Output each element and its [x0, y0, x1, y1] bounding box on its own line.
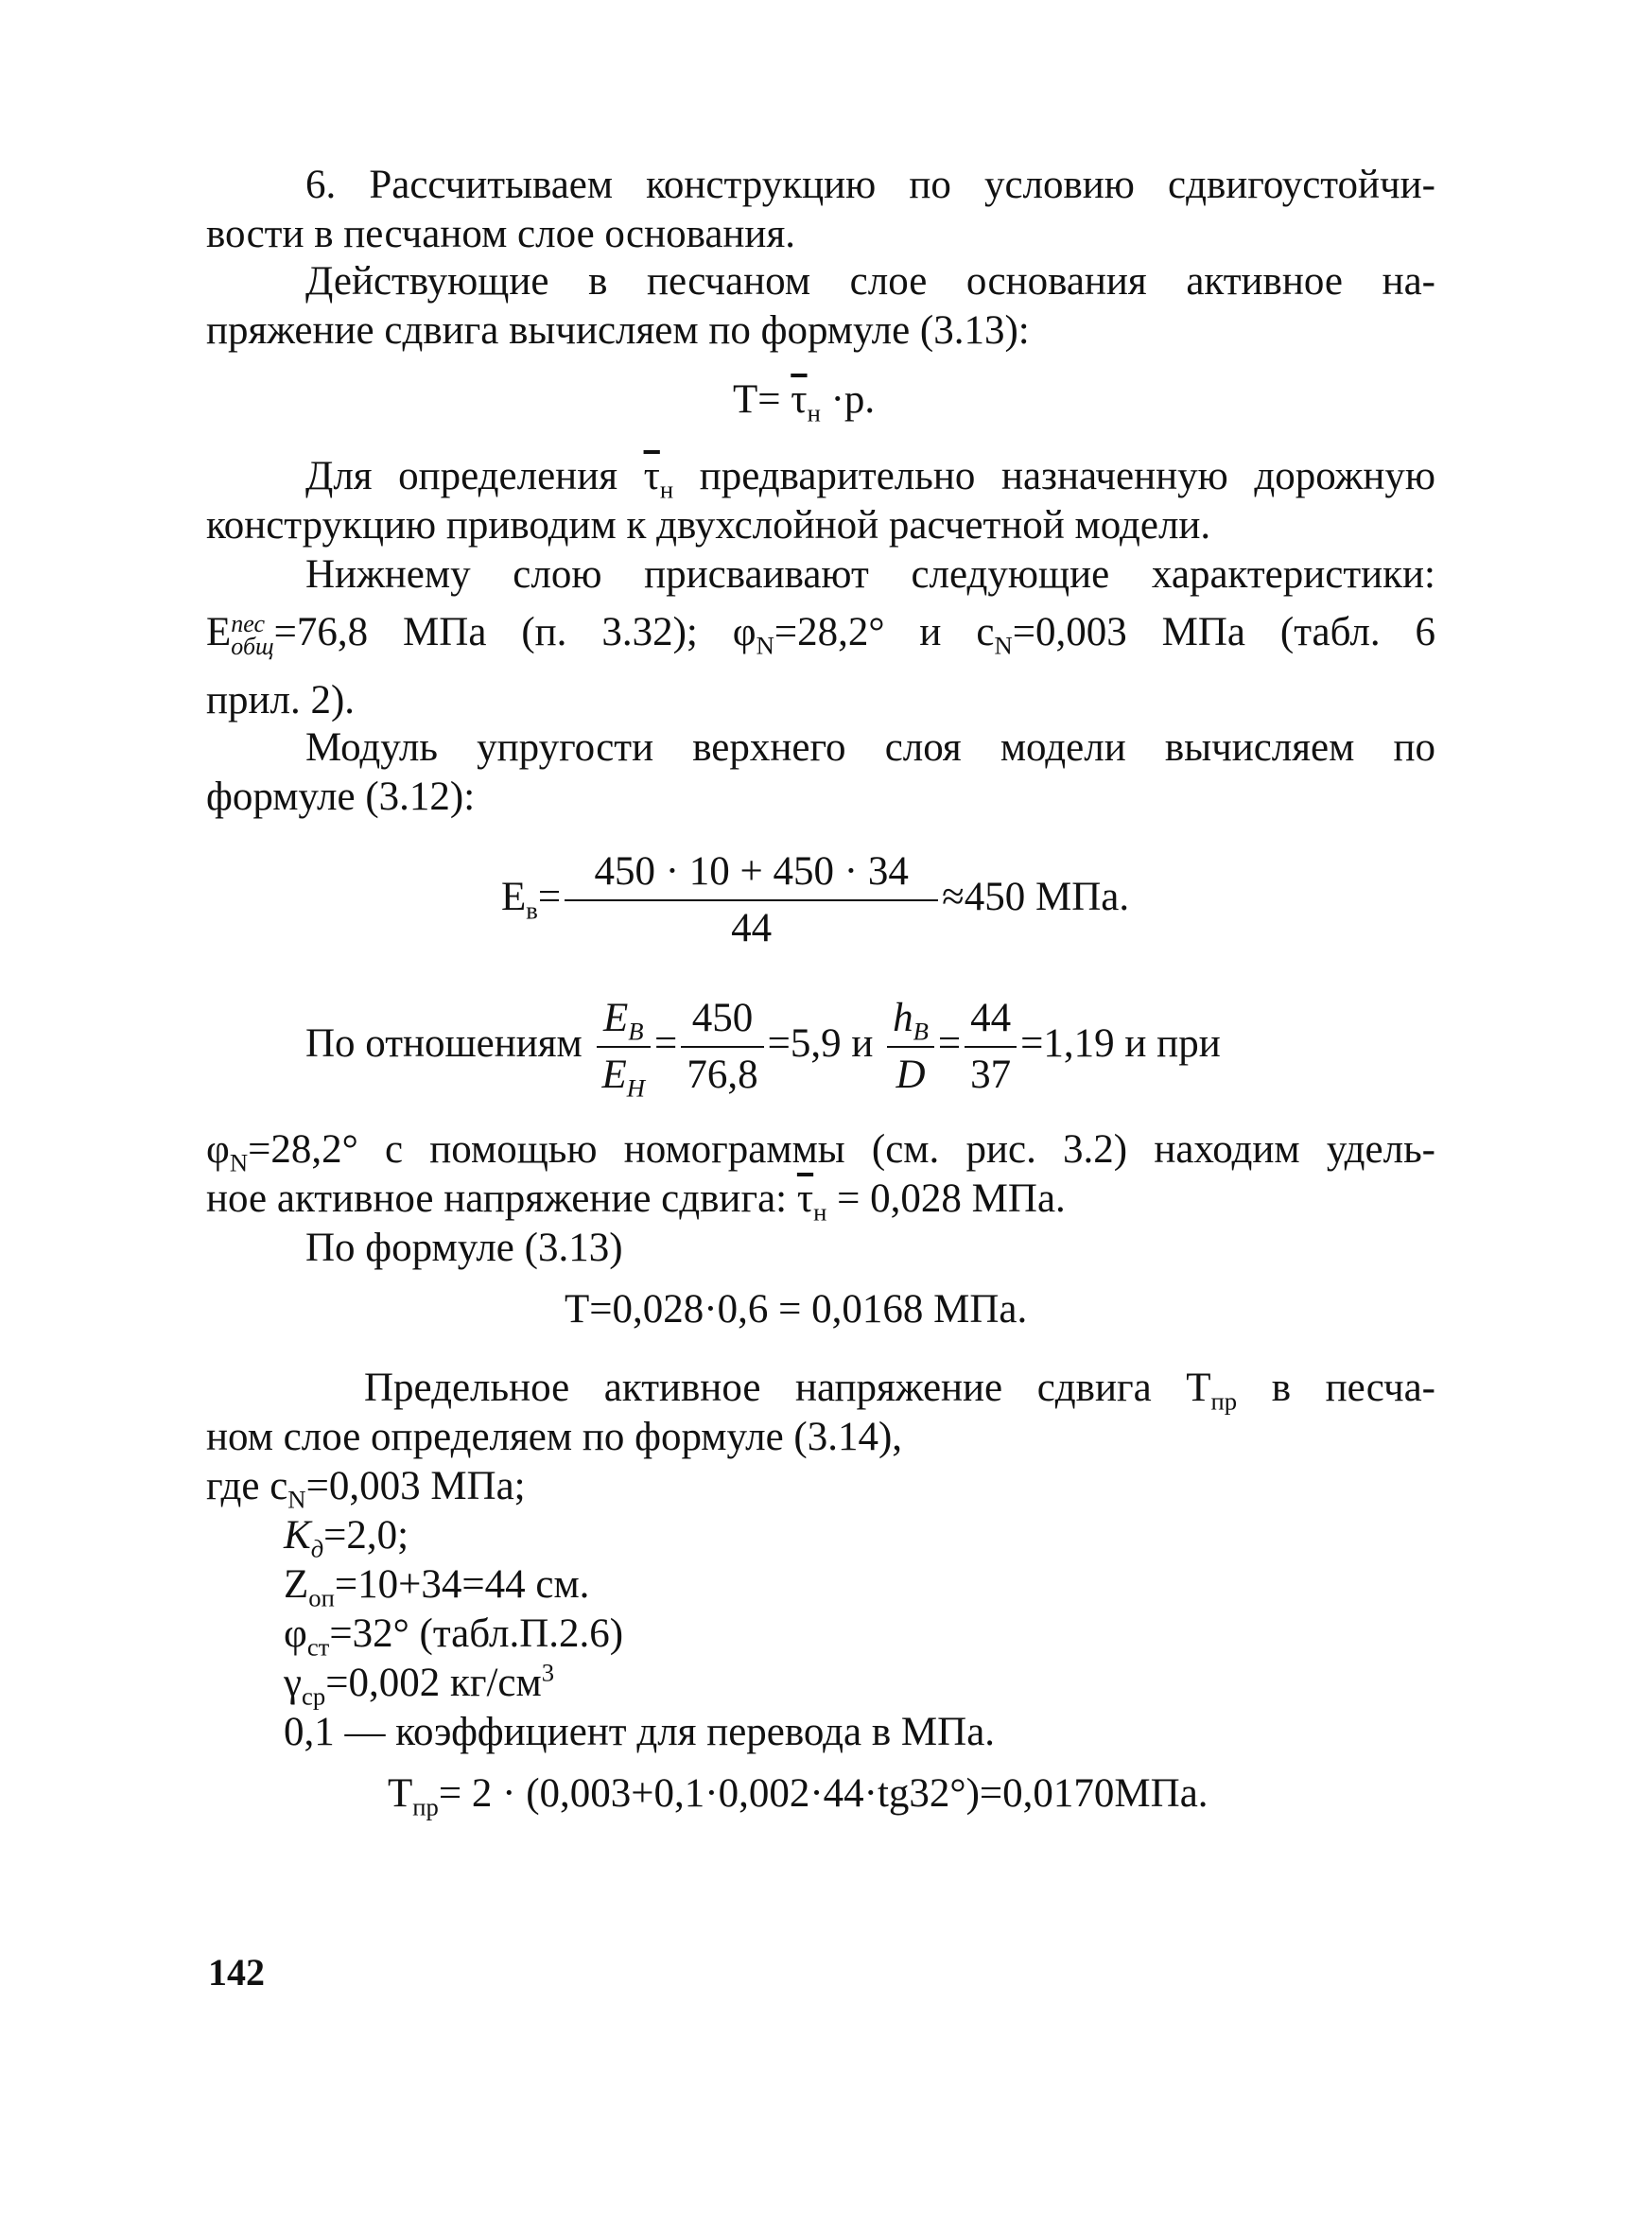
para-2-line-1: Действующие в песчаном слое основания активное на- [305, 259, 1435, 304]
para-5-line-1: Модуль упругости верхнего слоя модели вычисляем по [305, 725, 1435, 770]
para-3-line-1: Для определения $\overline{\tau}_н$ предварительно назначенную дорожную [305, 454, 1435, 504]
para-2-line-2: пряжение сдвига вычисляем по формуле (3.13): [206, 308, 1030, 353]
para-7: По формуле (3.13) [305, 1226, 623, 1270]
para-4-line-3: прил. 2). [206, 678, 356, 723]
para-1-line-2: вости в песчаном слое основания. [206, 212, 795, 256]
param-z: $Z_{оп}=10+34=44$ см. [284, 1562, 590, 1612]
page-number: 142 [208, 1951, 265, 1994]
para-8-line-2: ном слое определяем по формуле (3.14), [206, 1415, 903, 1459]
para-6-line-2: ное активное напряжение сдвига: $\overline{\tau}_н = 0,028$ МПа. [206, 1176, 1066, 1227]
param-c: где $с_N=0,003$ МПа; [206, 1464, 526, 1514]
para-1-line-1: 6. Рассчитываем конструкцию по условию сдвигоустойчи- [305, 163, 1435, 207]
param-phi: $\varphi_{ст}=32^\circ$ (табл.П.2.6) [284, 1611, 624, 1662]
param-gamma: $\gamma_{ср}=0,002$ $кг/см^3$ [284, 1658, 555, 1711]
formula-3-12: $E_в=$ $\frac{450 \cdot 10 + 450 \cdot 34}{44}$ ≈450 МПа. [501, 845, 1129, 956]
ratios-line: По отношениям $\frac{E_B}{E_H}$ = $\frac{450}{76,8}$ =5,9 и $\frac{h_B}{D}$ = $\frac{44}{37}$ =1,19 и при [305, 991, 1435, 1103]
formula-result-T: T=0,028·0,6 = 0,0168 МПа. [565, 1287, 1028, 1332]
para-6-line-1: $\varphi_N=28,2^\circ$ с помощью номограммы (см. рис. 3.2) находим удель- [206, 1127, 1435, 1177]
formula-3-14-result: $T_{пр}= 2 \cdot (0,003+0,1\cdot 0,002\cdot 44\cdot tg32^\circ)=0,0170МПа$. [388, 1771, 1209, 1821]
param-coef: 0,1 — коэффициент для перевода в МПа. [284, 1710, 996, 1754]
para-4-line-1: Нижнему слою присваивают следующие характеристики: [305, 552, 1435, 597]
para-8-line-1: Предельное активное напряжение сдвига $T_{пр}$ в песча- [364, 1366, 1435, 1416]
para-5-line-2: формуле (3.12): [206, 775, 476, 819]
para-3-line-2: конструкцию приводим к двухслойной расчетной модели. [206, 503, 1211, 548]
para-4-line-2: E пес общ =76,8 МПа (п. 3.32); $\varphi_N=28,2^\circ$ и $с_N=0,003$ МПа (табл. 6 [206, 610, 1436, 661]
formula-3-13: $T= \overline{\tau}_н \cdot р$. [733, 377, 876, 427]
param-k: $K_д=2,0$; [284, 1513, 409, 1563]
